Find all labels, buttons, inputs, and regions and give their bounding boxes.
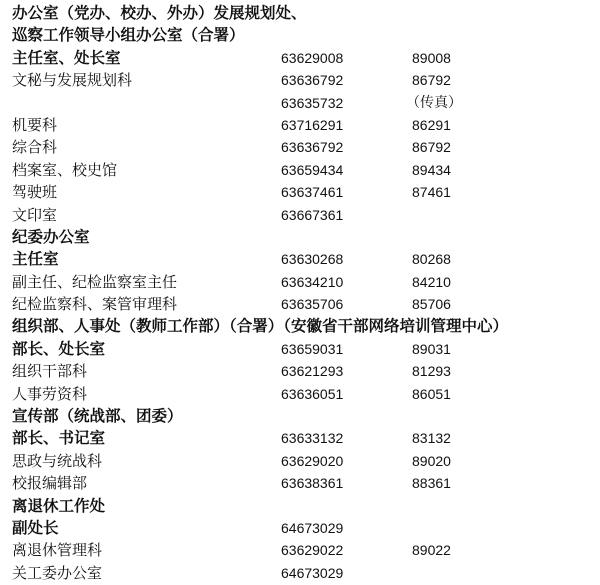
extension-number: 86792: [412, 139, 451, 156]
office-name: 离退休管理科: [12, 541, 103, 560]
office-name: 档案室、校史馆: [12, 160, 118, 179]
phone-number: 63637461: [281, 184, 344, 201]
phone-directory: [12, 2, 598, 584]
phone-number: 63667361: [281, 206, 344, 223]
office-name: 副主任、纪检监察室主任: [12, 272, 178, 291]
office-name: 关工委办公室: [12, 563, 103, 582]
directory-row: [12, 472, 598, 494]
phone-number: 63635732: [281, 94, 344, 111]
directory-heading-row: [12, 24, 598, 46]
department-heading: 离退休工作处: [12, 496, 106, 515]
phone-number: 63635706: [281, 296, 344, 313]
extension-number: 89434: [412, 161, 451, 178]
office-name: 纪检监察科、案管审理科: [12, 295, 178, 314]
extension-number: 89008: [412, 49, 451, 66]
department-heading: 纪委办公室: [12, 227, 90, 246]
directory-heading-row: [12, 315, 598, 337]
directory-row: [12, 159, 598, 181]
office-name: 机要科: [12, 115, 58, 134]
directory-row: [12, 562, 598, 584]
phone-number: 63716291: [281, 116, 344, 133]
directory-row: [12, 181, 598, 203]
directory-row: [12, 136, 598, 158]
extension-number: 89031: [412, 340, 451, 357]
phone-number: 63636792: [281, 139, 344, 156]
extension-number: 86291: [412, 116, 451, 133]
phone-number: 63633132: [281, 430, 344, 447]
extension-number: 86051: [412, 385, 451, 402]
directory-row: [12, 539, 598, 561]
directory-row: [12, 69, 598, 91]
directory-row: [12, 293, 598, 315]
phone-number: 63629020: [281, 452, 344, 469]
directory-row: [12, 271, 598, 293]
department-heading: 办公室（党办、校办、外办）发展规划处、: [12, 4, 307, 22]
directory-heading-row: [12, 427, 598, 449]
extension-number: 83132: [412, 430, 451, 447]
directory-row: [12, 450, 598, 472]
office-name: 综合科: [12, 138, 58, 157]
department-heading: 主任室、处长室: [12, 48, 121, 67]
department-heading: 组织部、人事处（教师工作部）（合署）（安徽省干部网络培训管理中心）: [12, 317, 509, 336]
department-heading: 副处长: [12, 518, 59, 537]
office-name: 文秘与发展规划科: [12, 71, 133, 90]
department-heading: 部长、书记室: [12, 429, 106, 448]
extension-number: 89022: [412, 542, 451, 559]
office-name: 思政与统战科: [12, 451, 103, 470]
office-name: 文印室: [12, 205, 58, 224]
department-heading: 巡察工作领导小组办公室（合署）: [12, 26, 245, 45]
phone-number: 64673029: [281, 519, 344, 536]
extension-number: 86792: [412, 72, 451, 89]
extension-number: 81293: [412, 363, 451, 380]
directory-heading-row: [12, 405, 598, 427]
directory-heading-row: [12, 338, 598, 360]
phone-number: 63636792: [281, 72, 344, 89]
directory-row: [12, 204, 598, 226]
directory-row: [12, 114, 598, 136]
directory-row: [12, 92, 598, 114]
office-name: 人事劳资科: [12, 384, 88, 403]
phone-number: 63636051: [281, 385, 344, 402]
extension-number: 84210: [412, 273, 451, 290]
extension-number: 80268: [412, 251, 451, 268]
extension-number: 87461: [412, 184, 451, 201]
directory-heading-row: [12, 226, 598, 248]
office-name: 校报编辑部: [12, 474, 88, 493]
directory-row: [12, 360, 598, 382]
phone-number: 63659031: [281, 340, 344, 357]
directory-heading-row: [12, 517, 598, 539]
phone-number: 63659434: [281, 161, 344, 178]
office-name: 组织干部科: [12, 362, 88, 381]
directory-heading-row: [12, 2, 598, 24]
department-heading: 主任室: [12, 250, 59, 269]
directory-heading-row: [12, 47, 598, 69]
directory-heading-row: [12, 495, 598, 517]
phone-number: 63634210: [281, 273, 344, 290]
phone-number: 64673029: [281, 564, 344, 581]
extension-number: 89020: [412, 452, 451, 469]
phone-number: 63629008: [281, 49, 344, 66]
directory-heading-row: [12, 248, 598, 270]
directory-row: [12, 383, 598, 405]
phone-number: 63638361: [281, 475, 344, 492]
phone-number: 63621293: [281, 363, 344, 380]
phone-number: 63630268: [281, 251, 344, 268]
fax-note: （传真）: [406, 94, 462, 111]
department-heading: 部长、处长室: [12, 339, 106, 358]
department-heading: 宣传部（统战部、团委）: [12, 407, 183, 426]
phone-number: 63629022: [281, 542, 344, 559]
extension-number: 88361: [412, 475, 451, 492]
office-name: 驾驶班: [12, 183, 58, 202]
extension-number: 85706: [412, 296, 451, 313]
